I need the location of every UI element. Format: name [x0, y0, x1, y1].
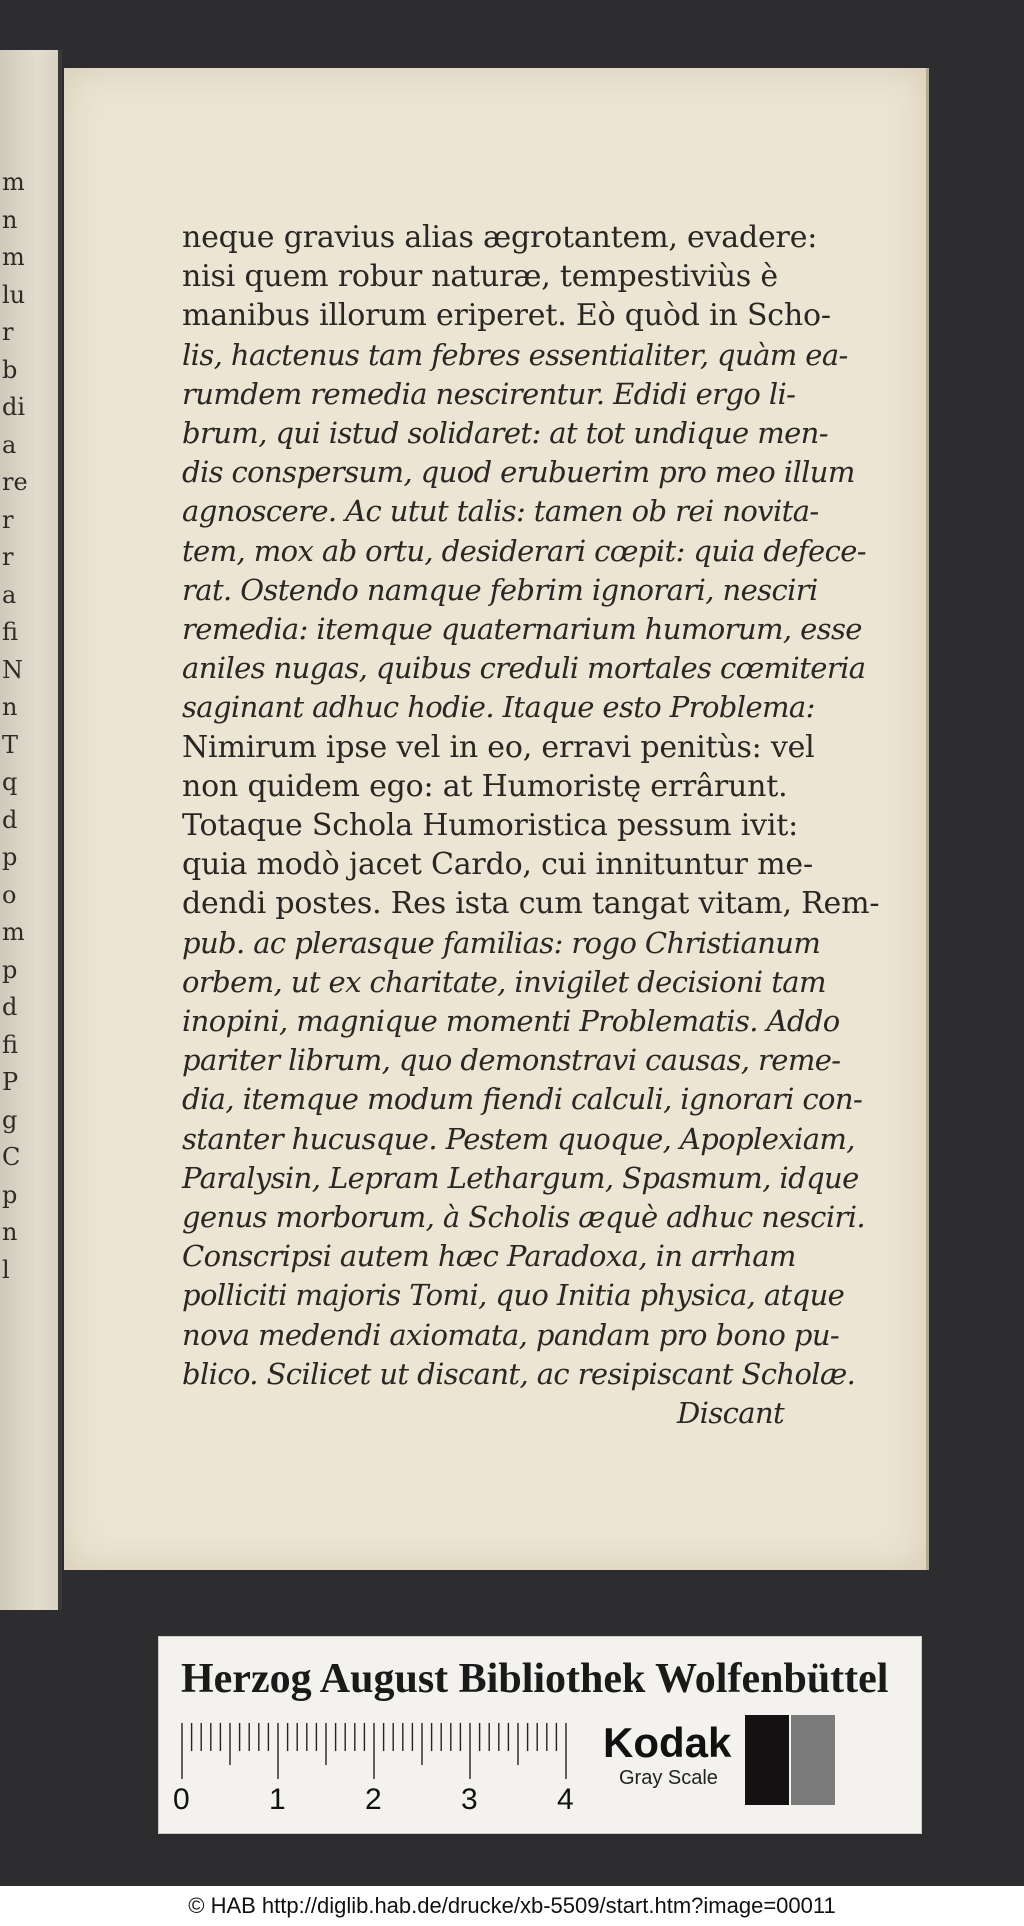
- text-line: Nimirum ipse vel in eo, erravi penitùs: vel: [182, 729, 815, 765]
- library-title: Herzog August Bibliothek Wolfenbüttel: [181, 1656, 889, 1702]
- ruler-ticks: [179, 1721, 589, 1781]
- text-line: saginant adhuc hodie. Itaque esto Problema:: [182, 690, 815, 725]
- text-line: dendi postes. Res ista cum tangat vitam, Rem-: [182, 886, 880, 922]
- text-line: rumdem remedia nescirentur. Edidi ergo li-: [182, 376, 796, 411]
- text-line: neque gravius alias ægrotantem, evadere:: [182, 220, 818, 255]
- text-line: stanter hucusque. Pestem quoque, Apoplexiam,: [182, 1121, 855, 1156]
- left-page-fragment: l: [2, 1255, 10, 1284]
- left-page-fragment: g: [2, 1105, 18, 1134]
- text-line: pub. ac plerasque familias: rogo Christianum: [182, 925, 821, 960]
- left-page-fragment: re: [2, 468, 28, 496]
- text-line: Totaque Schola Humoristica pessum ivit:: [182, 808, 799, 843]
- left-page-fragment: m: [2, 168, 25, 196]
- text-line: pariter librum, quo demonstravi causas, reme-: [182, 1043, 841, 1078]
- left-page-fragment: n: [2, 205, 18, 234]
- left-page-fragment: a: [2, 430, 17, 459]
- gray-swatch: [745, 1715, 789, 1805]
- text-line: aniles nugas, quibus creduli mortales cœmiteria: [182, 651, 866, 686]
- text-line: polliciti majoris Tomi, quo Initia physica, atque: [182, 1278, 845, 1313]
- left-page-fragment: n: [2, 1218, 18, 1246]
- left-page-fragment: p: [2, 1180, 18, 1209]
- ruler-number: 2: [365, 1783, 382, 1816]
- text-line: nisi quem robur naturæ, tempestiviùs è: [182, 259, 778, 295]
- text-line: tem, mox ab ortu, desiderari cœpit: quia defece-: [182, 533, 867, 568]
- left-page-fragment: p: [2, 843, 18, 871]
- left-page-fragment: T: [2, 730, 19, 759]
- gray-scale-label: Gray Scale: [619, 1767, 718, 1789]
- gray-swatch: [791, 1715, 835, 1805]
- left-page-fragment: o: [2, 880, 17, 909]
- left-page-fragment: a: [2, 580, 17, 609]
- left-page-fragment: p: [2, 955, 18, 984]
- left-page-fragment: q: [2, 768, 18, 796]
- text-line: genus morborum, à Scholis æquè adhuc nesciri.: [182, 1200, 866, 1234]
- book-page: [64, 68, 929, 1570]
- text-line: dis conspersum, quod erubuerim pro meo illum: [182, 455, 855, 490]
- text-line: remedia: itemque quaternarium humorum, esse: [182, 612, 862, 646]
- left-page-fragment: C: [2, 1143, 21, 1171]
- left-page-edge: [0, 50, 62, 1610]
- left-page-fragment: b: [2, 355, 18, 384]
- text-line: brum, qui istud solidaret: at tot undique men-: [182, 416, 828, 450]
- text-line: nova medendi axiomata, pandam pro bono pu-: [182, 1317, 840, 1352]
- left-page-fragment: P: [2, 1068, 19, 1096]
- left-page-fragment: n: [2, 693, 18, 721]
- text-line: rat. Ostendo namque febrim ignorari, nesciri: [182, 572, 818, 607]
- text-line: orbem, ut ex charitate, invigilet decisioni tam: [182, 964, 826, 999]
- left-page-fragment: m: [2, 918, 25, 946]
- text-line: lis, hactenus tam febres essentialiter, quàm ea-: [182, 337, 848, 372]
- text-line: blico. Scilicet ut discant, ac resipiscant Scholæ.: [182, 1356, 856, 1391]
- kodak-logo: Kodak: [603, 1719, 732, 1766]
- copyright-footer: © HAB http://diglib.hab.de/drucke/xb-5509/start.htm?image=00011: [0, 1886, 1024, 1926]
- text-line: Paralysin, Lepram Lethargum, Spasmum, idque: [182, 1160, 859, 1195]
- ruler-number: 0: [173, 1783, 190, 1816]
- left-page-fragment: N: [2, 655, 23, 684]
- catchword: Discant: [677, 1396, 785, 1430]
- ruler-number: 1: [269, 1783, 286, 1816]
- text-line: manibus illorum eriperet. Eò quòd in Scho-: [182, 298, 831, 334]
- color-calibration-strip: [158, 1636, 922, 1834]
- left-page-fragment: m: [2, 243, 25, 271]
- left-page-fragment: fi: [2, 1030, 19, 1059]
- ruler-number: 3: [461, 1783, 478, 1816]
- text-line: inopini, magnique momenti Problematis. Addo: [182, 1004, 840, 1038]
- text-line: agnoscere. Ac utut talis: tamen ob rei novita-: [182, 494, 819, 529]
- book-gutter: [58, 50, 62, 1610]
- text-line: non quidem ego: at Humoristę errârunt.: [182, 768, 788, 804]
- left-page-fragment: fi: [2, 618, 19, 646]
- text-line: Conscripsi autem hæc Paradoxa, in arrham: [182, 1239, 796, 1274]
- left-page-fragment: d: [2, 805, 18, 834]
- gray-swatch: [837, 1715, 881, 1805]
- left-page-fragment: di: [2, 393, 26, 421]
- left-page-fragment: r: [2, 318, 14, 346]
- text-line: dia, itemque modum fiendi calculi, ignorari con-: [182, 1082, 863, 1117]
- text-line: quia modò jacet Cardo, cui innituntur me-: [182, 847, 813, 883]
- ruler-number: 4: [557, 1783, 574, 1816]
- left-page-fragment: r: [2, 505, 14, 534]
- left-page-fragment: lu: [2, 280, 26, 309]
- left-page-fragment: r: [2, 543, 14, 571]
- left-page-fragment: d: [2, 993, 18, 1021]
